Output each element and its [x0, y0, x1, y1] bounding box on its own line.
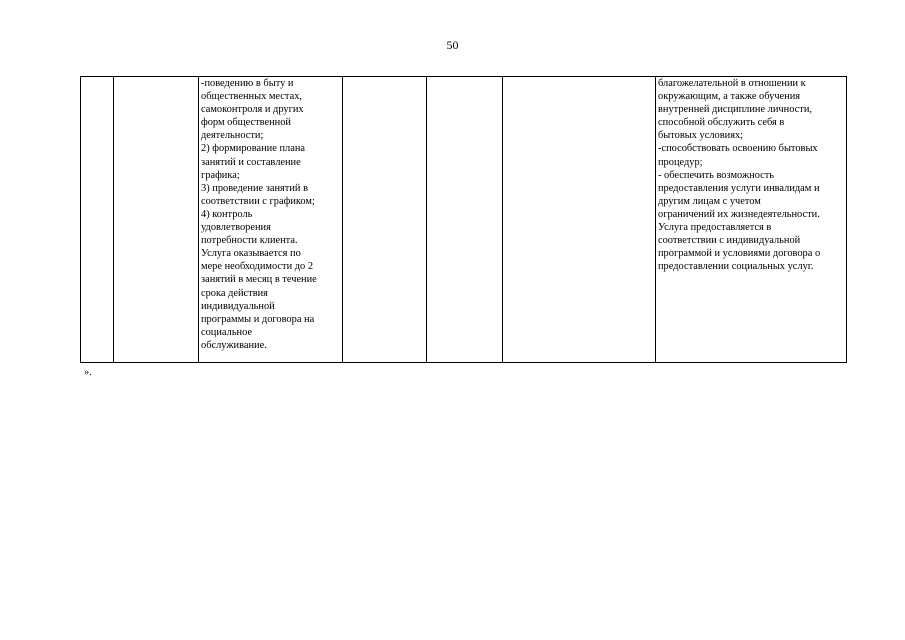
table-row [81, 77, 847, 363]
service-conditions-line: процедур; [658, 156, 703, 168]
service-description-line: обслуживание. [201, 339, 267, 351]
service-description-line: форм общественной [201, 117, 291, 129]
service-conditions-line: -способствовать освоению бытовых [658, 143, 818, 155]
service-description-line: программы и договора на [201, 313, 315, 325]
service-conditions-line: предоставлении социальных услуг. [658, 261, 814, 273]
service-conditions-line: предоставления услуги инвалидам и [658, 182, 820, 194]
service-conditions-line: благожелательной в отношении к [658, 78, 806, 89]
service-description-line: 3) проведение занятий в [201, 182, 308, 194]
service-conditions-line: окружающим, а также обучения [658, 91, 801, 103]
service-conditions-line: Услуга предоставляется в [658, 222, 772, 234]
service-conditions-line: другим лицам с учетом [658, 195, 761, 207]
service-description-line: занятий в месяц в течение [201, 274, 317, 286]
service-description-line: самоконтроля и других [201, 104, 304, 116]
service-conditions-line: соответствии с индивидуальной [658, 235, 801, 247]
service-description-line: потребности клиента. [201, 235, 298, 247]
cell-service-description [199, 77, 343, 363]
service-description-line: 4) контроль [201, 208, 253, 220]
closing-quote-mark: ». [84, 367, 92, 378]
service-description-line: удовлетворения [201, 222, 271, 234]
cell-empty-4 [343, 77, 427, 363]
service-description-line: 2) формирование плана [201, 143, 305, 155]
services-table [80, 76, 847, 363]
service-conditions-line: бытовых условиях; [658, 130, 744, 142]
cell-empty-6 [503, 77, 656, 363]
service-conditions-line: ограничений их жизнедеятельности. [658, 208, 820, 220]
service-description-line: мере необходимости до 2 [201, 261, 314, 273]
service-description-line: деятельности; [201, 130, 264, 142]
cell-empty-5 [427, 77, 503, 363]
cell-service-name [114, 77, 199, 363]
service-conditions-line: - обеспечить возможность [658, 169, 775, 181]
service-description-line: индивидуальной [201, 300, 275, 312]
service-description-line: социальное [201, 326, 253, 338]
cell-number [81, 77, 114, 363]
page-number: 50 [446, 38, 459, 52]
service-conditions-line: программой и условиями договора о [658, 248, 821, 260]
service-description-line: соответствии с графиком; [201, 195, 315, 207]
service-description-line: занятий и составление [201, 156, 301, 168]
cell-service-conditions [656, 77, 847, 363]
service-description-line: общественных местах, [201, 91, 302, 103]
service-description-line: Услуга оказывается по [201, 248, 301, 260]
service-description-line: срока действия [201, 287, 268, 299]
service-description-line: графика; [201, 169, 240, 181]
service-conditions-line: внутренней дисциплине личности, [658, 104, 812, 116]
service-description-line: -поведению в быту и [201, 78, 294, 89]
service-conditions-lines [658, 77, 844, 273]
service-conditions-line: способной обслужить себя в [658, 117, 785, 129]
service-description-lines [201, 77, 340, 352]
